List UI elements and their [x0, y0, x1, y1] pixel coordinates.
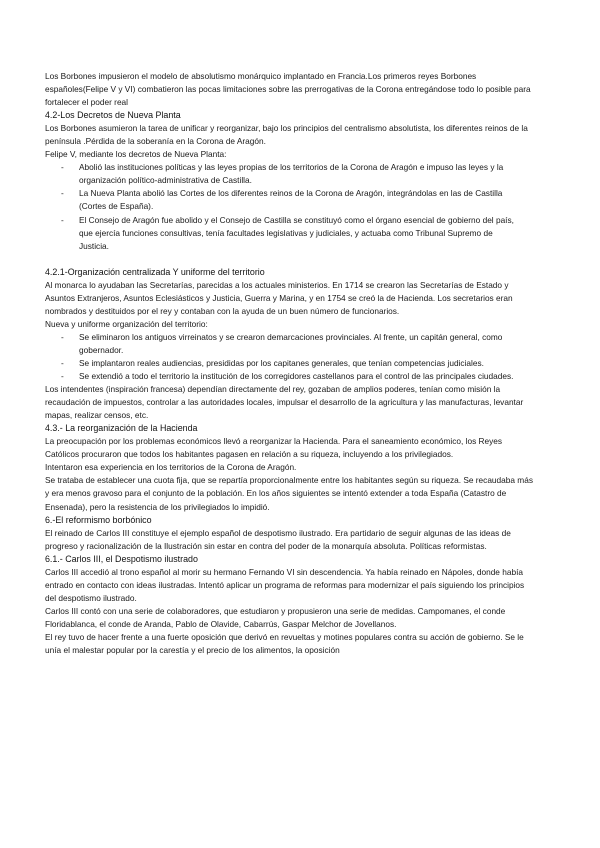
paragraph-colaboradores: Carlos III contó con una serie de colaboradores, que estudiaron y propusieron una serie de medidas. Campomanes, el conde Floridablanca, el conde de Aranda, Pablo de Olavide, Cabarrús, Gaspar Melchor de Jovellanos. — [45, 605, 506, 629]
list-item: - Se extendió a todo el territorio la institución de los corregidores castellanos para el control de las principales ciudades. — [79, 370, 515, 383]
paragraph-territorio: Nueva y uniforme organización del territorio: — [45, 318, 208, 329]
paragraph-hacienda: La preocupación por los problemas económicos llevó a reorganizar la Hacienda. Para el saneamiento económico, los Reyes Católicos procuraron que todos los habitantes pagasen en relación a su riqueza, incluyendo a los privilegiados. — [45, 436, 503, 460]
decretos-list — [45, 161, 517, 252]
heading-hacienda: 4.3.- La reorganización de la Hacienda — [45, 423, 198, 434]
list-item: - Se eliminaron los antiguos virreinatos y se crearon demarcaciones provinciales. Al frente, un capitán general, como gobernador. — [79, 331, 515, 357]
heading-organizacion: 4.2.1-Organización centralizada Y uniforme del territorio — [45, 266, 265, 277]
heading-reformismo: 6.-El reformismo borbónico — [45, 514, 152, 525]
territorio-list — [45, 331, 515, 383]
list-item: - El Consejo de Aragón fue abolido y el Consejo de Castilla se constituyó como el órgano esencial de gobierno del país, que ejercía funciones consultivas, tenía facultades legislativas y judiciales, y actuaba como Tribunal Supremo de Justicia. — [79, 214, 517, 253]
paragraph-secretarias: Al monarca lo ayudaban las Secretarías, parecidas a los actuales ministerios. En 1714 se crearon las Secretarías de Estado y Asuntos Extranjeros, Asuntos Eclesiásticos y Justicia, Guerra y Marina, y en 1754 se creó la de Hacienda. Los secretarios eran nombrados y destituidos por el rey y contaban con la ayuda de un buen número de funcionarios. — [45, 279, 513, 316]
list-item: - Abolió las instituciones políticas y las leyes propias de los territorios de la Corona de Aragón e impuso las leyes y la organización político-administrativa de Castilla. — [79, 161, 517, 187]
list-item: - Se implantaron reales audiencias, presididas por los capitanes generales, que tenían competencias judiciales. — [79, 357, 515, 370]
heading-decretos: 4.2-Los Decretos de Nueva Planta — [45, 110, 181, 121]
paragraph-intendentes: Los intendentes (inspiración francesa) dependían directamente del rey, gozaban de amplios poderes, tenían como misión la recaudación de impuestos, controlar a las autoridades locales, impulsar el desarrollo de la agricultura y las manufacturas, levantar mapas, realizar censos, etc. — [45, 384, 524, 421]
paragraph-intro: Los Borbones impusieron el modelo de absolutismo monárquico implantado en Francia.Los primeros reyes Borbones españoles(Felipe V y VI) combatieron las pocas limitaciones sobre las prerrogativas de la Corona entregándose todo lo posible para fortalecer el poder real — [45, 71, 531, 108]
paragraph-carlos-trono: Carlos III accedió al trono español al morir su hermano Fernando VI sin descendencia. Ya había reinado en Nápoles, donde había entrado en contacto con ideas ilustradas. Intentó aplicar un programa de reformas para modernizar el país siguiendo los principios del despotismo ilustrado. — [45, 566, 525, 603]
list-item: - La Nueva Planta abolió las Cortes de los diferentes reinos de la Corona de Aragón, integrándolas en las de Castilla (Cortes de España). — [79, 187, 517, 213]
heading-carlos-iii: 6.1.- Carlos III, el Despotismo ilustrado — [45, 553, 198, 564]
document-page — [45, 70, 535, 657]
paragraph-felipe: Felipe V, mediante los decretos de Nueva Planta: — [45, 149, 227, 160]
paragraph-oposicion: El rey tuvo de hacer frente a una fuerte oposición que derivó en revueltas y motines populares contra su acción de gobierno. Se le unía el malestar popular por la carestía y el precio de los alimentos, la oposición — [45, 631, 524, 656]
paragraph-cuota: Se trataba de establecer una cuota fija, que se repartía proporcionalmente entre los habitantes según su riqueza. Se recaudaba más y era menos gravoso para el conjunto de la población. En los años siguientes se intentó extender a toda España (Catastro de Ensenada), pero la resistencia de los privilegiados lo impidió. — [45, 475, 533, 512]
paragraph-aragon: Intentaron esa experiencia en los territorios de la Corona de Aragón. — [45, 462, 297, 473]
paragraph-carlos-reinado: El reinado de Carlos III constituye el ejemplo español de despotismo ilustrado. Era partidario de seguir algunas de las ideas de progreso y racionalización de la Ilustración sin estar en contra del poder de la monarquía absoluta. Políticas reformistas. — [45, 527, 511, 551]
paragraph-borbones: Los Borbones asumieron la tarea de unificar y reorganizar, bajo los principios del centralismo absolutista, los diferentes reinos de la península .Pérdida de la soberanía en la Corona de Aragón. — [45, 123, 528, 147]
